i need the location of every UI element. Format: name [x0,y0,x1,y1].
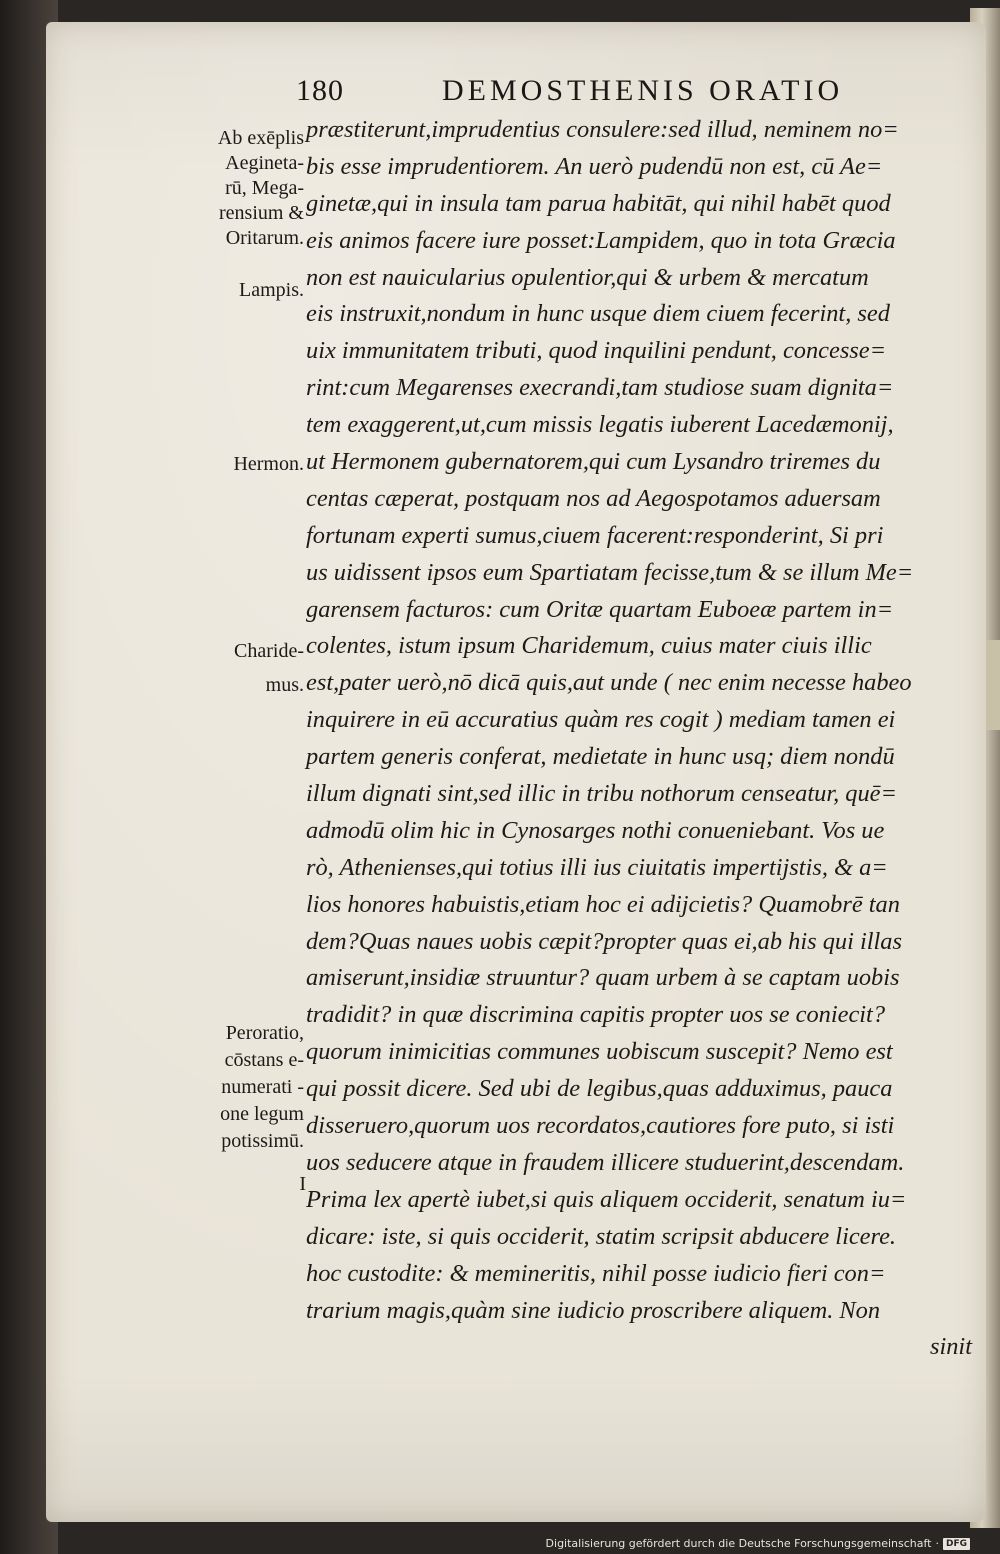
text-line: lios honores habuistis,etiam hoc ei adijcietis? Quamobrē tan [306,890,900,918]
text-line: ginetæ,qui in insula tam parua habitāt, qui nihil habēt quod [306,189,891,217]
text-line: colentes, istum ipsum Charidemum, cuius mater ciuis illic [306,632,872,660]
text-line: partem generis conferat, medietate in hunc usq; diem nondū [306,743,895,771]
page-header [296,74,876,114]
body-text [306,112,976,1366]
margin-note-line: numerati - [221,1076,304,1098]
text-line: rint:cum Megarenses execrandi,tam studiose suam dignita= [306,374,894,402]
text-line: disseruero,quorum uos recordatos,cautiores fore puto, si isti [306,1112,895,1140]
digitization-footer [546,1537,970,1550]
text-line: tradidit? in quæ discrimina capitis propter uos se coniecit? [306,1001,886,1029]
text-line: uos seducere atque in fraudem illicere studuerint,descendam. [306,1148,905,1176]
margin-note-line: mus. [265,674,304,696]
margin-note-line: Peroratio, [225,1022,304,1044]
margin-note-numeral [299,1172,306,1197]
text-line: eis instruxit,nondum in hunc usque diem ciuem fecerint, sed [306,300,890,328]
dfg-logo: DFG [943,1538,970,1550]
margin-note-line: Charide- [234,640,304,662]
margin-note-line: cōstans e- [224,1049,304,1071]
margin-note-charidemus [234,634,304,702]
margin-note-hermon [233,452,304,477]
text-line: amiserunt,insidiæ struuntur? quam urbem à se captam uobis [306,964,900,992]
catchword: sinit [929,1333,972,1361]
margin-note-peroratio [220,1020,304,1155]
funding-credit: Digitalisierung gefördert durch die Deutsche Forschungsgemeinschaft [545,1537,932,1550]
margin-note-line: potissimū. [221,1130,304,1152]
text-line: præstiterunt,imprudentius consulere:sed illud, neminem no= [306,116,899,143]
margin-note-line: Lampis. [239,279,304,301]
text-line: Prima lex apertè iubet,si quis aliquem occiderit, senatum iu= [306,1185,907,1213]
margin-note-exemplis [218,126,304,251]
text-line: ut Hermonem gubernatorem,qui cum Lysandro triremes du [306,448,881,476]
running-title: DEMOSTHENIS ORATIO [442,74,844,107]
margin-note-line: rū, Mega- [225,177,304,199]
text-line: tem exaggerent,ut,cum missis legatis iuberent Lacedæmonij, [306,411,894,439]
text-line: uix immunitatem tributi, quod inquilini pendunt, concesse= [306,337,887,365]
margin-note-line: one legum [220,1103,304,1125]
margin-note-line: rensium & [219,202,304,224]
margin-notes [168,112,304,1312]
margin-note-line: Hermon. [233,453,304,475]
text-line: centas cæperat, postquam nos ad Aegospotamos aduersam [306,484,881,512]
margin-note-line: Oritarum. [225,227,304,249]
margin-note-lampis [239,278,304,303]
text-line: rò, Athenienses,qui totius illi ius ciuitatis impertijstis, & a= [306,853,888,881]
margin-note-line: Aegineta- [225,152,304,174]
text-line: qui possit dicere. Sed ubi de legibus,quas adduximus, pauca [306,1075,893,1103]
text-line: admodū olim hic in Cynosarges nothi conueniebant. Vos ue [306,816,885,844]
text-line: hoc custodite: & memineritis, nihil posse iudicio fieri con= [306,1259,886,1287]
separator-dot: · [935,1537,939,1550]
text-line: dem?Quas naues uobis cæpit?propter quas ei,ab his qui illas [306,927,902,955]
margin-note-line: Ab exēplis [217,127,304,149]
text-line: illum dignati sint,sed illic in tribu nothorum censeatur, quē= [306,780,897,808]
margin-note-line: I [299,1173,306,1195]
text-line: fortunam experti sumus,ciuem facerent:responderint, Si pri [306,521,884,549]
text-line: est,pater uerò,nō dicā quis,aut unde ( nec enim necesse habeo [306,669,912,697]
text-line: non est nauicularius opulentior,qui & urbem & mercatum [306,263,869,291]
text-line: inquirere in eū accuratius quàm res cogit ) mediam tamen ei [306,706,896,734]
text-line: us uidissent ipsos eum Spartiatam fecisse,tum & se illum Me= [306,558,914,586]
text-line: garensem facturos: cum Oritæ quartam Euboeæ partem in= [306,595,894,623]
text-line: quorum inimicitias communes uobiscum suscepit? Nemo est [306,1038,893,1066]
text-line: eis animos facere iure posset:Lampidem, quo in tota Græcia [306,226,896,254]
page-number: 180 [296,74,344,107]
text-line: trarium magis,quàm sine iudicio proscribere aliquem. Non [306,1296,881,1324]
text-line: bis esse imprudentiorem. An uerò pudendū non est, cū Ae= [306,152,883,180]
text-line: dicare: iste, si quis occiderit, statim scripsit abducere licere. [306,1222,897,1250]
